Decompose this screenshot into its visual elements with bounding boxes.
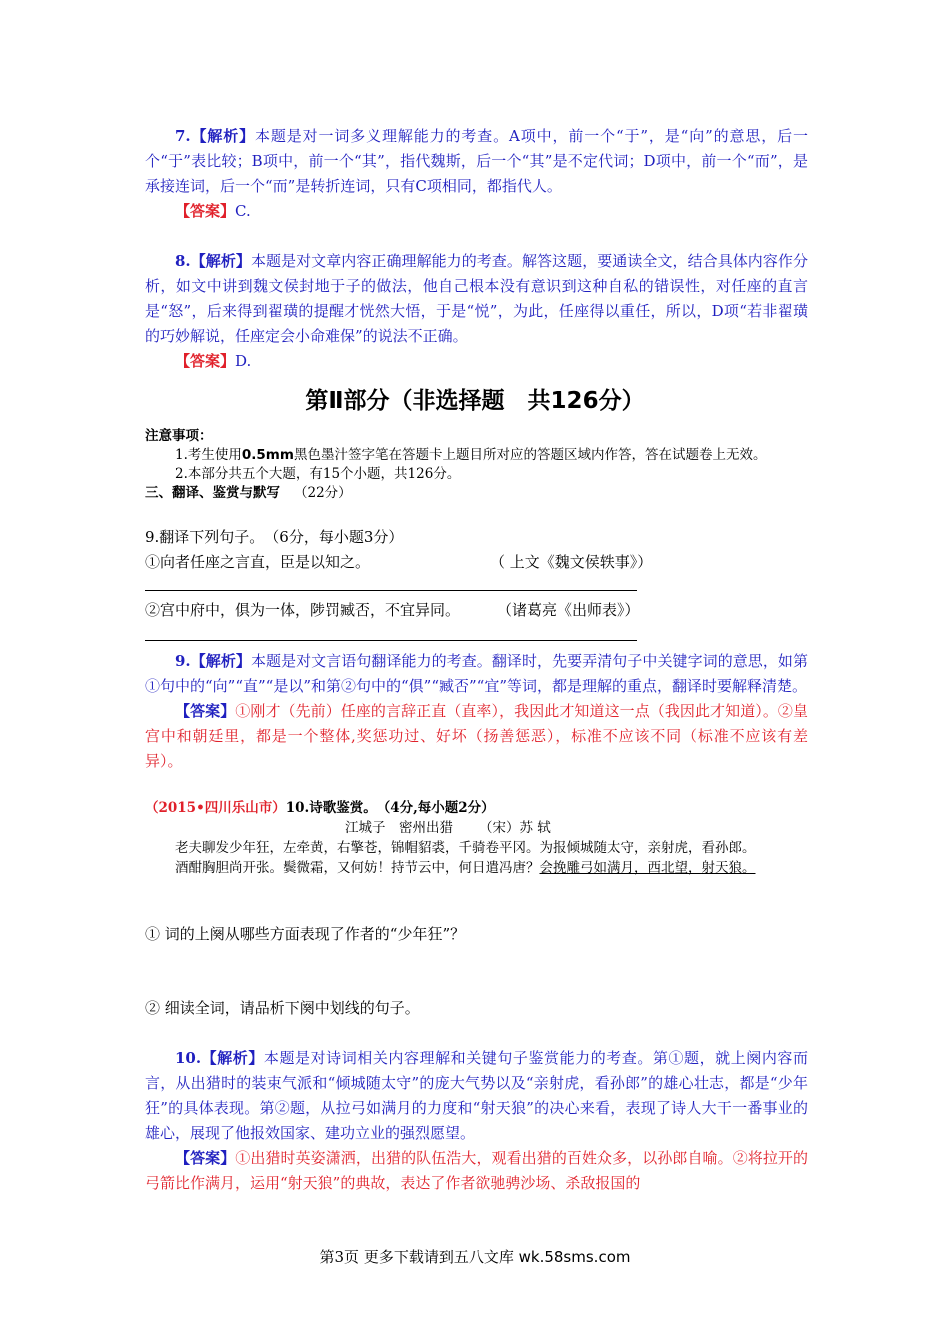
- q7-answer-tag: 【答案】: [175, 202, 236, 220]
- q9-sentence-1-line: [145, 550, 808, 575]
- q9-answer: [145, 699, 808, 774]
- q8-analysis-text: [145, 249, 808, 349]
- q10-answer: [145, 1146, 808, 1196]
- q10-question-1-row: [145, 922, 808, 947]
- q10-answer-value: ①出猎时英姿潇洒，出猎的队伍浩大，观看出猎的百姓众多，以孙郎自喻。②将拉开的弓箭比作满月，运用“射天狼”的典故，表达了作者欲驰骋沙场、杀敌报国的: [145, 1149, 808, 1192]
- poem-author: （宋）苏 轼: [479, 820, 551, 836]
- q10-num: 10.: [175, 1049, 202, 1067]
- notice-item-1: [145, 446, 808, 465]
- poem-part-2: [145, 858, 808, 878]
- q9-prompt: 9.翻译下列句子。 （6分，每小题3分）: [145, 528, 404, 546]
- poem-header: [145, 819, 808, 838]
- q8-analysis: [145, 249, 808, 374]
- page-footer: [0, 1246, 950, 1267]
- q8-answer-value: D.: [235, 352, 252, 370]
- q10-source: （2015•四川乐山市）: [145, 800, 286, 816]
- q9-sentence-1-source: （ 上文《魏文侯轶事》）: [490, 553, 653, 571]
- q9-analysis-tag: 【解析】: [190, 652, 251, 670]
- q10-question-2: ② 细读全词，请品析下阕中划线的句子。: [145, 999, 420, 1017]
- poem-title: 江城子 密州出猎: [345, 820, 453, 836]
- poem-part-1: 老夫聊发少年狂，左牵黄，右擎苍，锦帽貂裘，千骑卷平冈。为报倾城随太守，亲射虎，看孙郎。: [175, 840, 756, 856]
- q7-num: 7.: [175, 127, 191, 145]
- poem-part-2-a: 酒酣胸胆尚开张。鬓微霜，又何妨！持节云中，何日遣冯唐？: [175, 860, 540, 876]
- q9-sentence-2-source: （诸葛亮《出师表》）: [497, 601, 640, 619]
- q9-prompt-block: [145, 525, 808, 550]
- answer-line-2: [145, 640, 637, 641]
- footer-text: 第3页 更多下载请到五八文库: [319, 1248, 514, 1266]
- q7-analysis-body: 本题是对一词多义理解能力的考查。A项中，前一个“于”，是“向”的意思，后一个“于”表比较；B项中，前一个“其”，指代魏斯，后一个“其”是不定代词；D项中，前一个“而”，是承接连词，后一个“而”是转折连词，只有C项相同，都指代人。: [145, 127, 808, 195]
- part3-score: （22分）: [294, 485, 352, 501]
- q8-analysis-body: 本题是对文章内容正确理解能力的考查。解答这题，要通读全文，结合具体内容作分析，如文中讲到魏文侯封地于子的做法，他自己根本没有意识到这种自私的错误性，对任座的直言是“怒”，后来得到翟璜的提醒才恍然大悟，于是“悦”，为此，任座得以重任，所以，D项“若非翟璜的巧妙解说，任座定会小命难保”的说法不正确。: [145, 252, 808, 345]
- q9-sentence-1-row: [145, 550, 808, 575]
- q10-heading-row: [145, 799, 808, 818]
- q8-analysis-tag: 【解析】: [190, 252, 251, 270]
- part3-heading: [145, 484, 808, 503]
- q8-answer: [145, 349, 808, 374]
- q10-analysis: [145, 1046, 808, 1196]
- q9-sentence-2-line: [145, 598, 808, 623]
- q10-analysis-text: [145, 1046, 808, 1146]
- footer-site-link[interactable]: wk.58sms.com: [518, 1248, 631, 1266]
- q7-analysis: [145, 124, 808, 224]
- part3-title: 三、翻译、鉴赏与默写: [145, 485, 280, 501]
- q9-sentence-1: ①向者任座之言直，臣是以知之。: [145, 553, 371, 571]
- q9-analysis-body: 本题是对文言语句翻译能力的考查。翻译时，先要弄清句子中关键字词的意思，如第①句中的“向”“直”“是以”和第②句中的“俱”“臧否”“宜”等词，都是理解的重点，翻译时要解释清楚。: [145, 652, 808, 695]
- notice-title: 注意事项：: [145, 428, 213, 444]
- q7-answer-value: C.: [235, 202, 251, 220]
- q10-prompt: 10.诗歌鉴赏。 （4分,每小题2分）: [285, 800, 495, 816]
- q9-analysis: [145, 649, 808, 774]
- notice-item-2: 2.本部分共五个大题，有15个小题，共126分。: [175, 466, 461, 482]
- poem-underlined-line: 会挽雕弓如满月，西北望，射天狼。: [539, 860, 756, 876]
- q9-sentence-2: ②宫中府中，俱为一体，陟罚臧否，不宜异同。: [145, 601, 461, 619]
- q9-sentence-2-row: [145, 598, 808, 623]
- q10-analysis-tag: 【解析】: [201, 1049, 264, 1067]
- notice-item-1-a: 1.考生使用: [175, 447, 242, 463]
- q10-question-1: ① 词的上阕从哪些方面表现了作者的“少年狂”？: [145, 925, 466, 943]
- q10-question-2-row: [145, 996, 808, 1021]
- poem-body: [145, 838, 808, 878]
- q10-heading: [145, 799, 808, 818]
- poem-title-row: [145, 819, 808, 838]
- q7-answer: [145, 199, 808, 224]
- q10-answer-tag: 【答案】: [175, 1149, 236, 1167]
- notice-item-1-b: 0.5mm: [241, 447, 294, 463]
- q9-answer-tag: 【答案】: [175, 702, 236, 720]
- section-title: 第Ⅱ部分（非选择题 共126分）: [305, 388, 645, 414]
- q8-answer-tag: 【答案】: [175, 352, 236, 370]
- notice-block: [145, 427, 808, 503]
- q9-num: 9.: [175, 652, 191, 670]
- q9-answer-value: ①刚才（先前）任座的言辞正直（直率），我因此才知道这一点（我因此才知道）。②皇宫中和朝廷里，都是一个整体,奖惩功过、好坏（扬善惩恶），标准不应该不同（标准不应该有差异）。: [145, 702, 808, 770]
- q7-analysis-tag: 【解析】: [190, 127, 256, 145]
- q9-analysis-text: [145, 649, 808, 699]
- q8-num: 8.: [175, 252, 191, 270]
- q7-analysis-text: [145, 124, 808, 199]
- q10-analysis-body: 本题是对诗词相关内容理解和关键句子鉴赏能力的考查。第①题，就上阕内容而言，从出猎时的装束气派和“倾城随太守”的庞大气势以及“亲射虎，看孙郎”的雄心壮志，都是“少年狂”的具体表现。第②题，从拉弓如满月的力度和“射天狼”的决心来看，表现了诗人大干一番事业的雄心，展现了他报效国家、建功立业的强烈愿望。: [145, 1049, 808, 1142]
- answer-line-1: [145, 590, 637, 591]
- notice-item-1-c: 黑色墨汁签字笔在答题卡上题目所对应的答题区域内作答，答在试题卷上无效。: [293, 447, 767, 463]
